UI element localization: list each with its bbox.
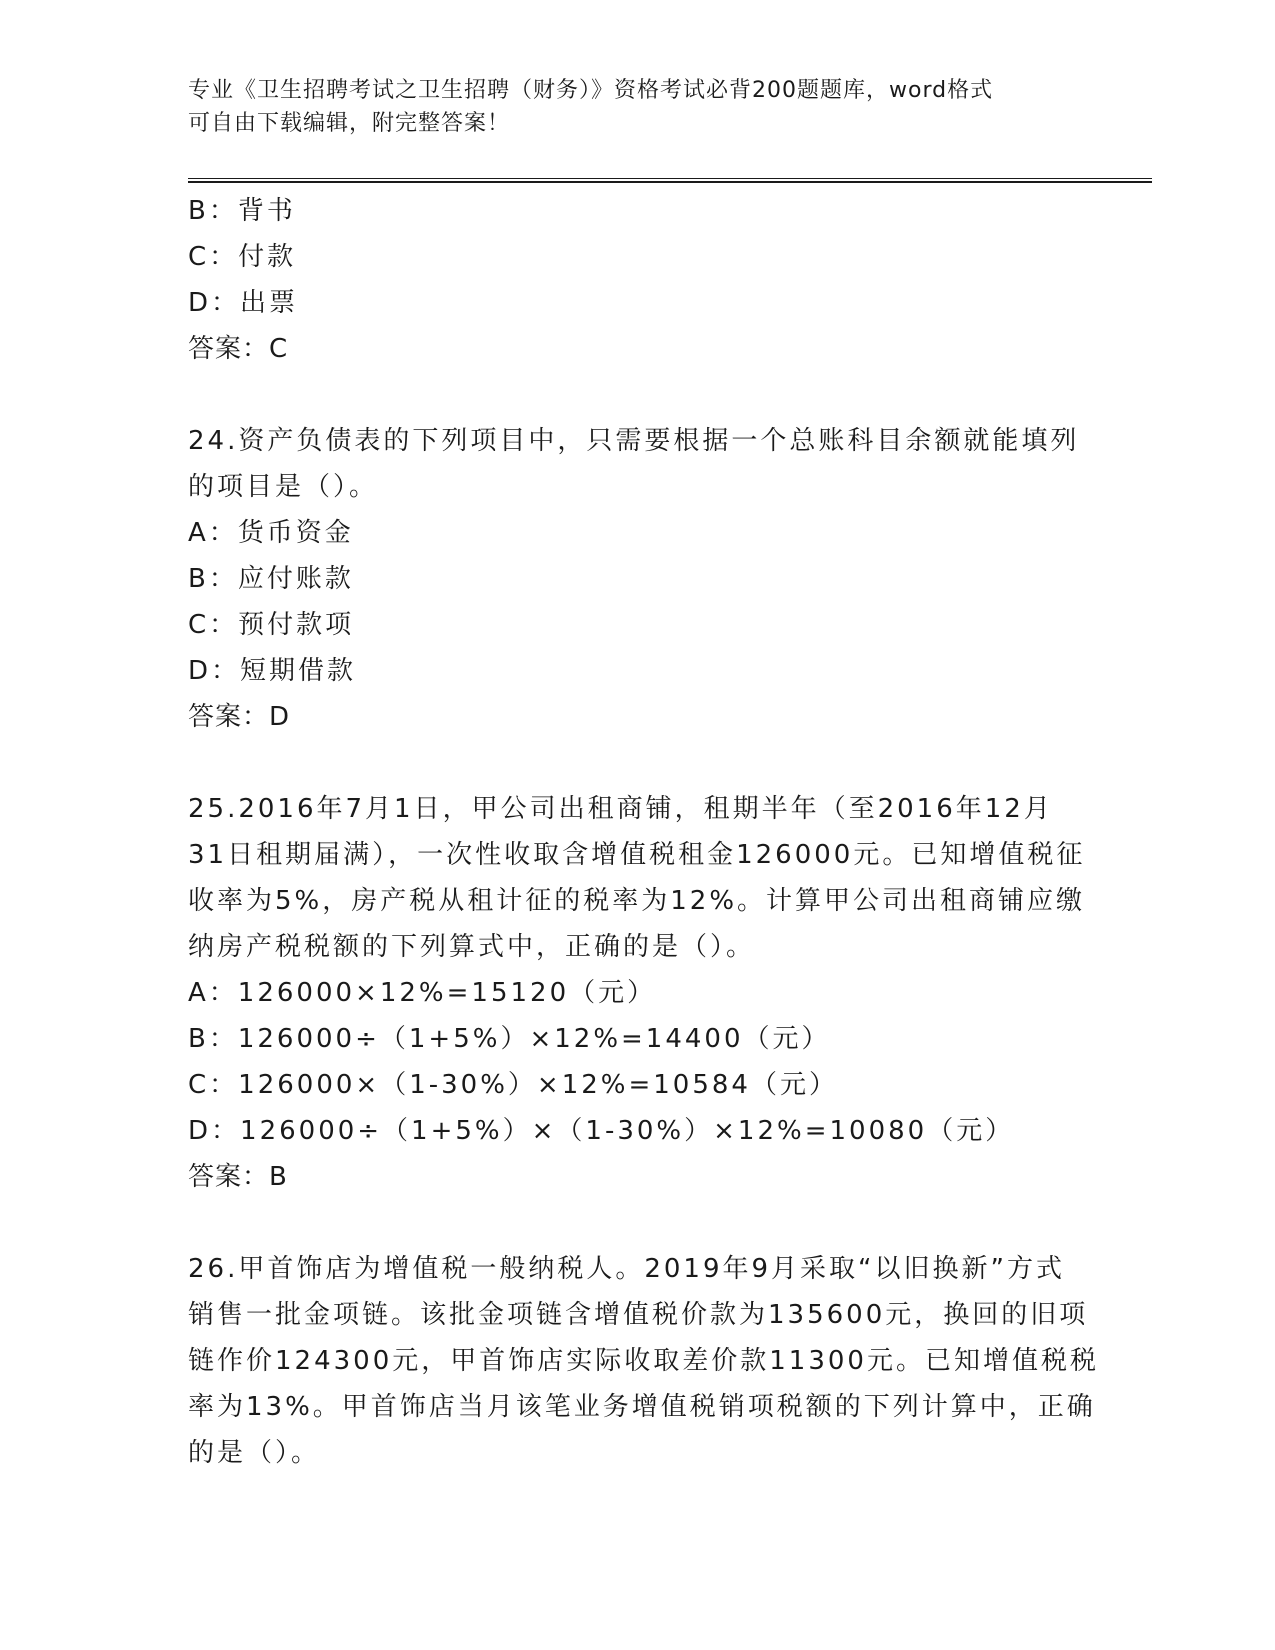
question-text-line: 销售一批金项链。该批金项链含增值税价款为135600元，换回的旧项 xyxy=(188,1300,1089,1330)
answer: 答案：B xyxy=(188,1162,288,1192)
question-gap xyxy=(188,372,1088,418)
question-list xyxy=(188,188,1099,1476)
option-b: B：126000÷（1+5%）×12%=14400（元） xyxy=(188,1024,831,1054)
question-text-line: 率为13%。甲首饰店当月该笔业务增值税销项税额的下列计算中，正确 xyxy=(188,1392,1096,1422)
question-text-line: 25.2016年7月1日，甲公司出租商铺，租期半年（至2016年12月 xyxy=(188,794,1053,824)
option-d: D：126000÷（1+5%）×（1-30%）×12%=10080（元） xyxy=(188,1116,1015,1146)
question-26 xyxy=(188,1246,1099,1476)
question-text-line: 链作价124300元，甲首饰店实际收取差价款11300元。已知增值税税 xyxy=(188,1346,1099,1376)
question-text-line: 26.甲首饰店为增值税一般纳税人。2019年9月采取“以旧换新”方式 xyxy=(188,1254,1065,1284)
question-text-line: 24.资产负债表的下列项目中，只需要根据一个总账科目余额就能填列 xyxy=(188,426,1080,456)
header-line-2: 可自由下载编辑，附完整答案！ xyxy=(188,111,511,136)
answer: 答案：D xyxy=(188,702,291,732)
option-a: A：126000×12%=15120（元） xyxy=(188,978,657,1008)
option-d: D：出票 xyxy=(188,288,299,318)
option-c: C：付款 xyxy=(188,242,297,272)
question-text-line: 的是（）。 xyxy=(188,1438,321,1468)
question-text-line: 纳房产税税额的下列算式中，正确的是（）。 xyxy=(188,932,756,962)
option-a: A：货币资金 xyxy=(188,518,354,548)
question-23-tail xyxy=(188,188,1088,372)
question-gap xyxy=(188,740,1088,786)
question-text-line: 31日租期届满），一次性收取含增值税租金126000元。已知增值税征 xyxy=(188,840,1086,870)
option-c: C：126000×（1-30%）×12%=10584（元） xyxy=(188,1070,838,1100)
header-divider xyxy=(188,178,1152,183)
question-text-line: 的项目是（）。 xyxy=(188,472,379,502)
option-b: B：应付账款 xyxy=(188,564,354,594)
option-b: B：背书 xyxy=(188,196,296,226)
question-text-line: 收率为5%，房产税从租计征的税率为12%。计算甲公司出租商铺应缴 xyxy=(188,886,1086,916)
question-25 xyxy=(188,786,1088,1200)
question-gap xyxy=(188,1200,1088,1246)
option-c: C：预付款项 xyxy=(188,610,355,640)
answer: 答案：C xyxy=(188,334,289,364)
document-header xyxy=(188,74,1088,140)
question-24 xyxy=(188,418,1088,740)
option-d: D：短期借款 xyxy=(188,656,357,686)
header-line-1: 专业《卫生招聘考试之卫生招聘（财务）》资格考试必背200题题库，word格式 xyxy=(188,78,994,103)
